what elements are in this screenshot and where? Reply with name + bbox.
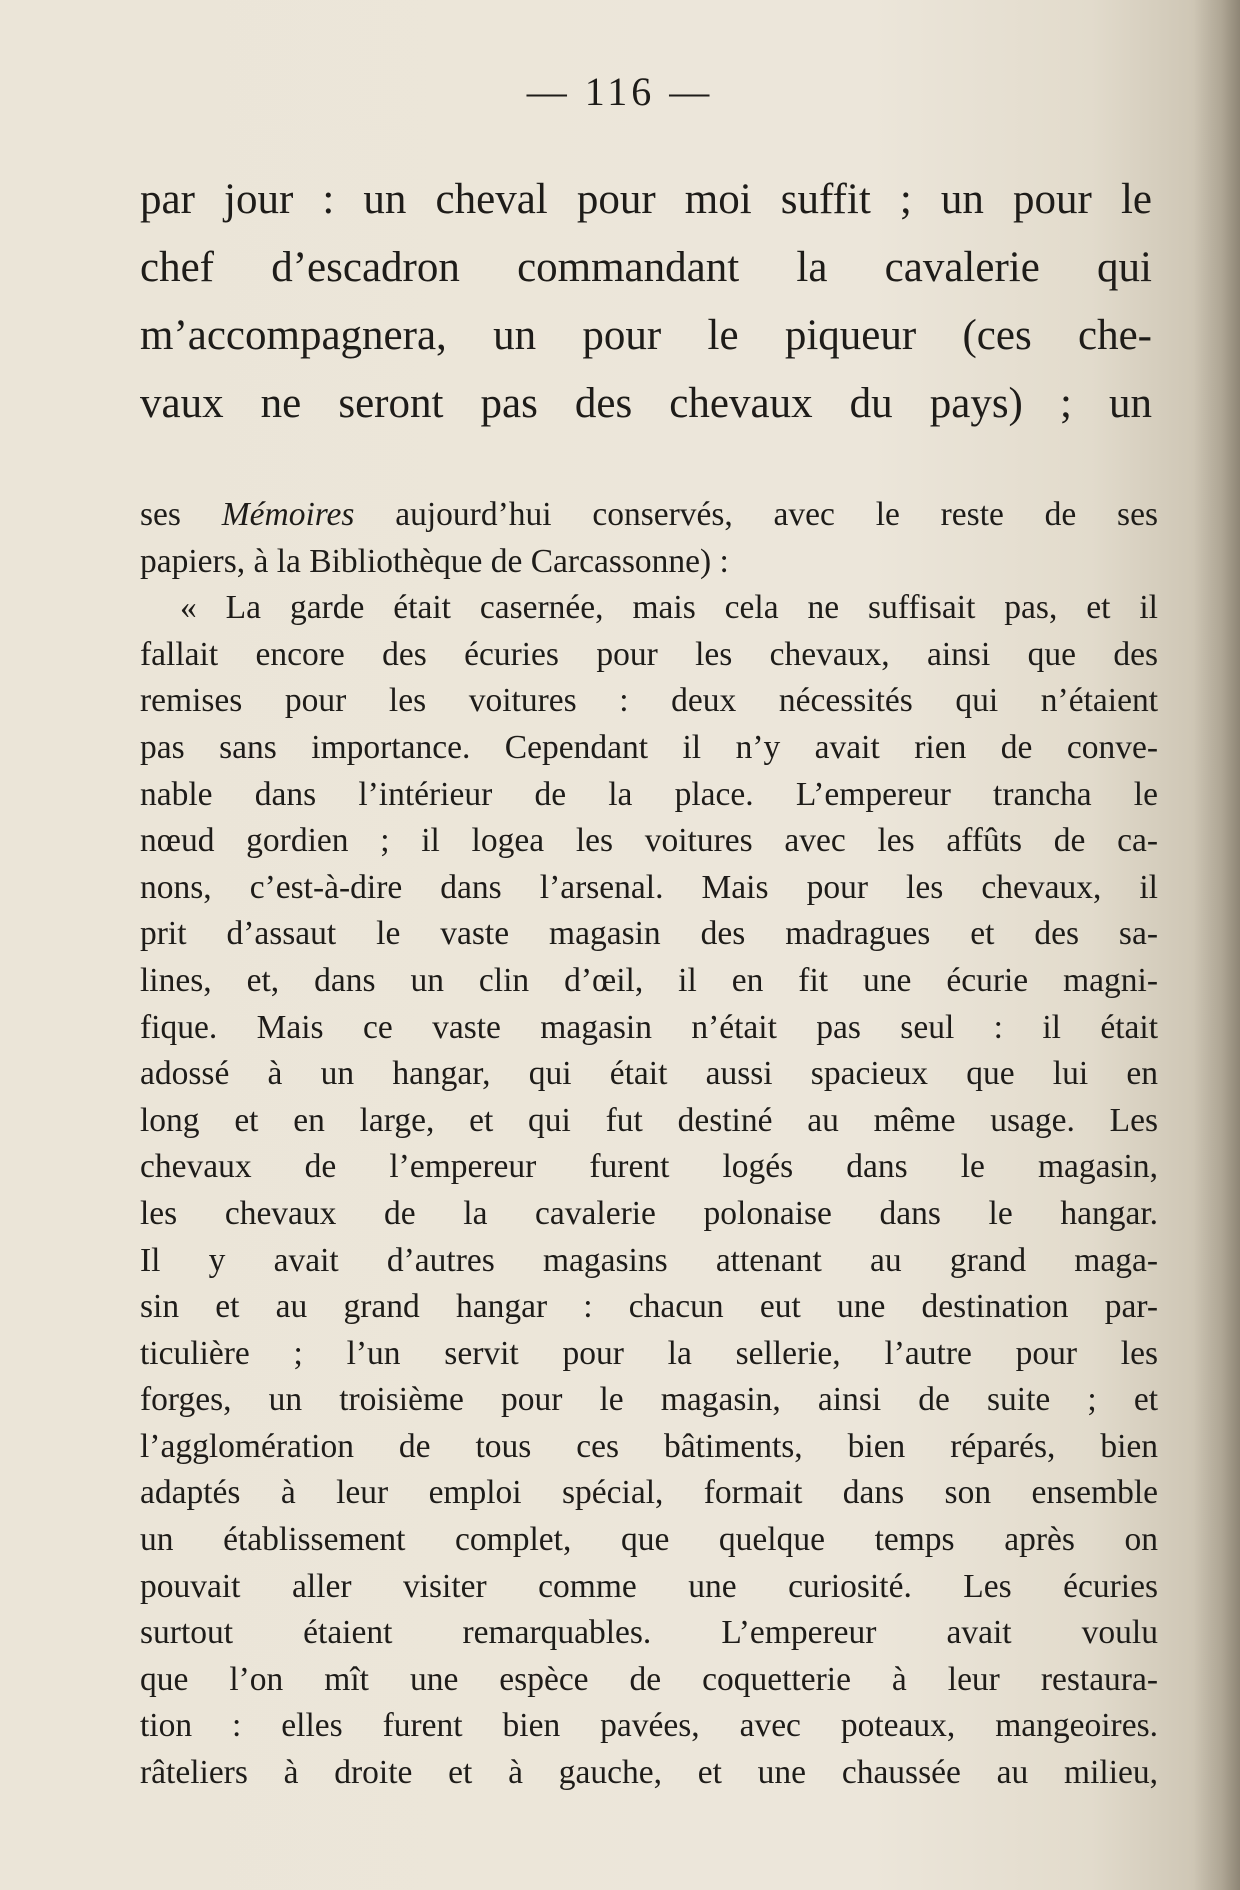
- main-text-line: m’accompagnera, un pour le piqueur (ces che-: [140, 312, 1152, 359]
- footnote-line: sin et au grand hangar : chacun eut une destination par-: [140, 1288, 1158, 1326]
- footnote-line: papiers, à la Bibliothèque de Carcassonne) :: [140, 542, 729, 580]
- main-text: [140, 166, 1152, 438]
- footnote-text-fragment: ses: [140, 496, 222, 533]
- footnote-line: que l’on mît une espèce de coquetterie à leur restaura-: [140, 1660, 1158, 1698]
- footnote-line: forges, un troisième pour le magasin, ainsi de suite ; et: [140, 1381, 1158, 1419]
- footnote-line: chevaux de l’empereur furent logés dans le magasin,: [140, 1148, 1158, 1186]
- main-text-line: chef d’escadron commandant la cavalerie qui: [140, 244, 1152, 291]
- footnote-line: les chevaux de la cavalerie polonaise dans le hangar.: [140, 1194, 1158, 1232]
- footnote-line: fallait encore des écuries pour les chevaux, ainsi que des: [140, 635, 1158, 673]
- footnote-line: nable dans l’intérieur de la place. L’empereur trancha le: [140, 775, 1158, 813]
- footnote-line: remises pour les voitures : deux nécessités qui n’étaient: [140, 682, 1158, 720]
- footnote-line: surtout étaient remarquables. L’empereur avait voulu: [140, 1614, 1158, 1652]
- page-edge-shadow: [1194, 0, 1240, 1890]
- footnote-line: nœud gordien ; il logea les voitures avec les affûts de ca-: [140, 822, 1158, 860]
- footnote-line: prit d’assaut le vaste magasin des madragues et des sa-: [140, 915, 1158, 953]
- footnote-line: ticulière ; l’un servit pour la sellerie, l’autre pour les: [140, 1334, 1158, 1372]
- footnote-text: [140, 492, 1158, 1797]
- footnote-line: tion : elles furent bien pavées, avec poteaux, mangeoires.: [140, 1707, 1158, 1745]
- footnote-line: long et en large, et qui fut destiné au même usage. Les: [140, 1101, 1158, 1139]
- footnote-line: pas sans importance. Cependant il n’y avait rien de conve-: [140, 728, 1158, 766]
- footnote-line: [140, 492, 1158, 539]
- footnote-line: adaptés à leur emploi spécial, formait dans son ensemble: [140, 1474, 1158, 1512]
- footnote-text-fragment: aujourd’hui conservés, avec le reste de ses: [354, 496, 1158, 533]
- footnote-line: fique. Mais ce vaste magasin n’était pas seul : il était: [140, 1008, 1158, 1046]
- footnote-line: râteliers à droite et à gauche, et une chaussée au milieu,: [140, 1754, 1158, 1792]
- page-number: — 116 —: [526, 69, 714, 114]
- footnote-line: pouvait aller visiter comme une curiosité. Les écuries: [140, 1567, 1158, 1605]
- footnote-line: Il y avait d’autres magasins attenant au grand maga-: [140, 1241, 1158, 1279]
- footnote-line: un établissement complet, que quelque temps après on: [140, 1521, 1158, 1559]
- footnote-line: l’agglomération de tous ces bâtiments, bien réparés, bien: [140, 1427, 1158, 1465]
- main-text-line: par jour : un cheval pour moi suffit ; un pour le: [140, 176, 1152, 223]
- main-text-line: vaux ne seront pas des chevaux du pays) ; un: [140, 380, 1152, 427]
- footnote-line: nons, c’est-à-dire dans l’arsenal. Mais pour les chevaux, il: [140, 868, 1158, 906]
- footnote-line: adossé à un hangar, qui était aussi spacieux que lui en: [140, 1055, 1158, 1093]
- footnote-line: lines, et, dans un clin d’œil, il en fit une écurie magni-: [140, 961, 1158, 999]
- footnote-italic-title: Mémoires: [221, 496, 355, 533]
- footnote-line: « La garde était casernée, mais cela ne suffisait pas, et il: [180, 589, 1158, 627]
